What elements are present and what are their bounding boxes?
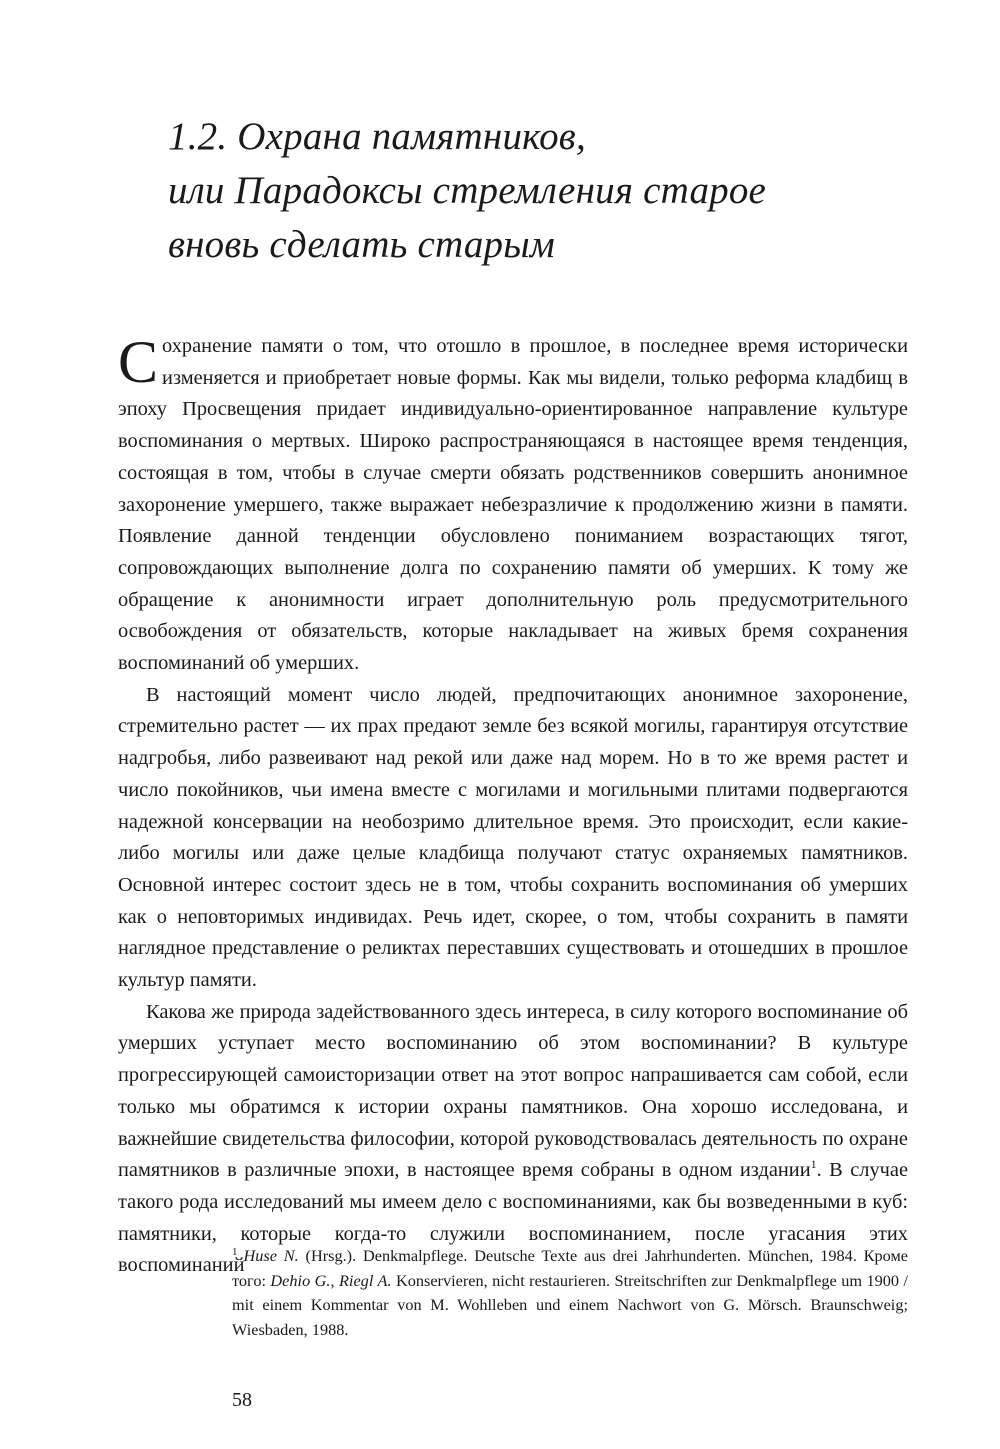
body-text	[118, 331, 908, 1282]
chapter-title-line: вновь сделать старым	[168, 223, 555, 266]
drop-cap: С	[118, 329, 159, 395]
footnote	[232, 1244, 908, 1342]
footnote-segment: (Hrsg.). Denkmalpflege. Deutsche Texte aus drei Jahrhunderten. München, 1984. Кроме того:	[232, 1246, 908, 1290]
footnote-reference[interactable]: 1	[810, 1157, 817, 1172]
paragraph-text: Какова же природа задействованного здесь интереса, в силу которого воспоминание об умерших уступает место воспоминанию об этом воспоминании? В культуре прогрессирующей самоисторизации ответ на этот вопрос напрашивается сам собой, если только мы обратимся к истории охраны памятников. Она хорошо исследована, и важнейшие свидетельства философии, которой руководствовалась деятельность по охране памятников в различные эпохи, в настоящее время собраны в одном издании	[118, 1000, 908, 1182]
chapter-title-line: 1.2. Охрана памятников,	[168, 115, 586, 158]
page-number: 58	[232, 1389, 252, 1411]
footnote-author: Dehio G., Riegl A.	[270, 1270, 392, 1290]
footnote-author: Huse N.	[243, 1246, 299, 1265]
paragraph	[118, 331, 908, 680]
paragraph: В настоящий момент число людей, предпочитающих анонимное захоронение, стремительно растет — их прах предают земле без всякой могилы, гарантируя отсутствие надгробья, либо развеивают над рекой или даже над морем. Но в то же время растет и число покойников, чьи имена вместе с могилами и могильными плитами подвергаются надежной консервации на необозримо длительное время. Это происходит, если какие-либо могилы или даже целые кладбища получают статус охраняемых памятников. Основной интерес состоит здесь не в том, чтобы сохранить воспоминания об умерших как о неповторимых индивидах. Речь идет, скорее, о том, чтобы сохранить в памяти наглядное представление о реликтах переставших существовать и отошедших в прошлое культур памяти.	[118, 683, 908, 992]
chapter-title	[168, 110, 868, 272]
chapter-title-line: или Парадоксы стремления старое	[168, 169, 767, 212]
paragraph	[118, 997, 908, 1282]
footnote-text	[232, 1244, 908, 1342]
footnote-segment: Konservieren, nicht restaurieren. Streitschriften zur Denkmalpflege um 1900 / mit einem Kommentar von M. Wohlleben und einem Nachwort von G. Mörsch. Braunschweig; Wiesbaden, 1988.	[232, 1270, 908, 1339]
paragraph-text: . В случае такого рода исследований мы имеем дело с воспоминаниями, как бы возведенными в куб: памятники, которые когда-то служили воспоминанием, после угасания этих воспоминаний	[118, 1159, 908, 1277]
paragraph-text: охранение памяти о том, что отошло в прошлое, в последнее время исторически изменяется и приобретает новые формы. Как мы видели, только реформа кладбищ в эпоху Просвещения придает индивидуально-ориентированное направление культуре воспоминания о мертвых. Широко распространяющаяся в настоящее время тенденция, состоящая в том, чтобы в случае смерти обязать родственников совершить анонимное захоронение умершего, также выражает небезразличие к продолжению жизни в памяти. Появление данной тенденции обусловлено пониманием возрастающих тягот, сопровождающих выполнение долга по сохранению памяти об умерших. К тому же обращение к анонимности играет дополнительную роль предусмотрительного освобождения от обязательств, которые накладывает на живых бремя сохранения воспоминаний об умерших.	[118, 335, 908, 675]
footnote-number: 1	[232, 1245, 238, 1258]
